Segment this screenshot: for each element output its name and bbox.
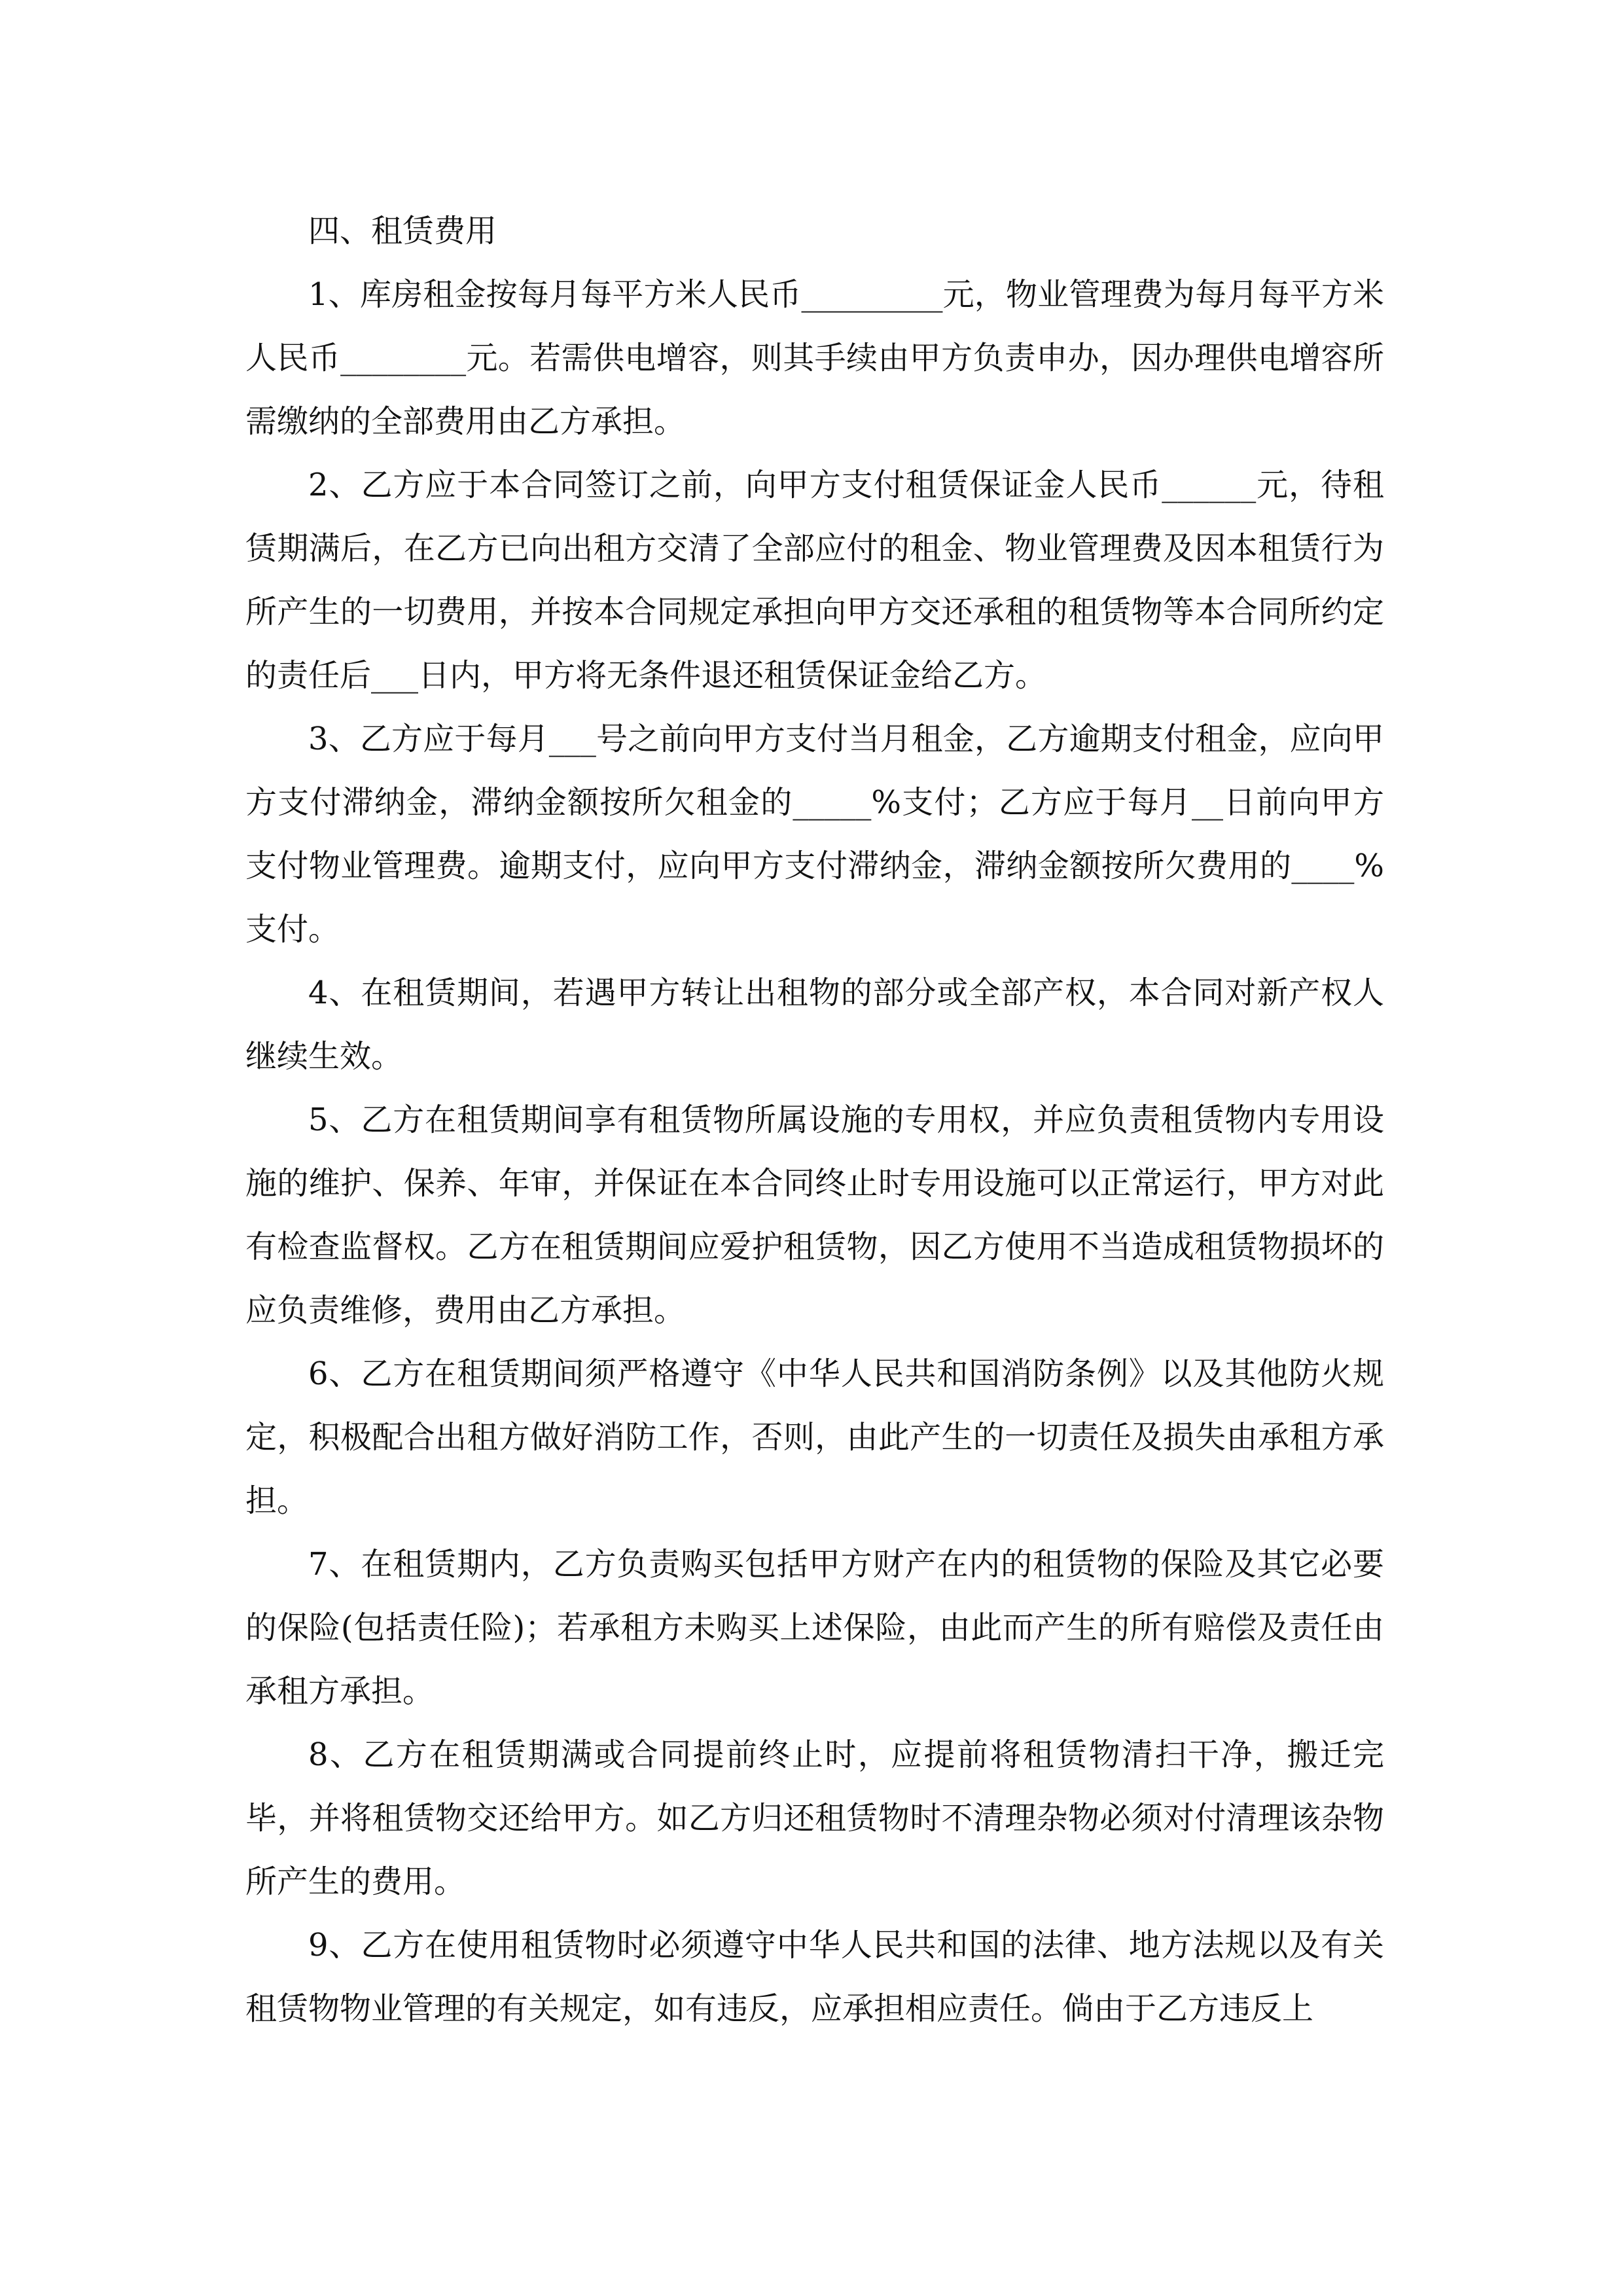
clause-2: 2、乙方应于本合同签订之前，向甲方支付租赁保证金人民币______元，待租赁期满后，在乙方已向出租方交清了全部应付的租金、物业管理费及因本租赁行为所产生的一切费用，并按本合同规定承担向甲方交还承租的租赁物等本合同所约定的责任后___日内，甲方将无条件退还租赁保证金给乙方。 <box>245 467 1384 694</box>
clause-7: 7、在租赁期内，乙方负责购买包括甲方财产在内的租赁物的保险及其它必要的保险(包括责任险)；若承租方未购买上述保险，由此而产生的所有赔偿及责任由承租方承担。 <box>245 1546 1384 1710</box>
clause-1: 1、库房租金按每月每平方米人民币_________元，物业管理费为每月每平方米人民币________元。若需供电增容，则其手续由甲方负责申办，因办理供电增容所需缴纳的全部费用由乙方承担。 <box>245 276 1384 440</box>
clause-4: 4、在租赁期间，若遇甲方转让出租物的部分或全部产权，本合同对新产权人继续生效。 <box>245 975 1384 1075</box>
clause-6: 6、乙方在租赁期间须严格遵守《中华人民共和国消防条例》以及其他防火规定，积极配合出租方做好消防工作，否则，由此产生的一切责任及损失由承租方承担。 <box>245 1355 1384 1519</box>
clause-3: 3、乙方应于每月___号之前向甲方支付当月租金，乙方逾期支付租金，应向甲方支付滞纳金，滞纳金额按所欠租金的_____%支付；乙方应于每月__日前向甲方支付物业管理费。逾期支付，应向甲方支付滞纳金，滞纳金额按所欠费用的____%支付。 <box>245 721 1384 948</box>
clause-8: 8、乙方在租赁期满或合同提前终止时，应提前将租赁物清扫干净，搬迁完毕，并将租赁物交还给甲方。如乙方归还租赁物时不清理杂物必须对付清理该杂物所产生的费用。 <box>245 1736 1384 1900</box>
clause-9: 9、乙方在使用租赁物时必须遵守中华人民共和国的法律、地方法规以及有关租赁物物业管理的有关规定，如有违反，应承担相应责任。倘由于乙方违反上 <box>245 1927 1384 2027</box>
clause-5: 5、乙方在租赁期间享有租赁物所属设施的专用权，并应负责租赁物内专用设施的维护、保养、年审，并保证在本合同终止时专用设施可以正常运行，甲方对此有检查监督权。乙方在租赁期间应爱护租赁物，因乙方使用不当造成租赁物损坏的应负责维修，费用由乙方承担。 <box>245 1102 1384 1329</box>
section-heading: 四、租赁费用 <box>308 213 497 249</box>
document-body <box>245 200 1384 2041</box>
